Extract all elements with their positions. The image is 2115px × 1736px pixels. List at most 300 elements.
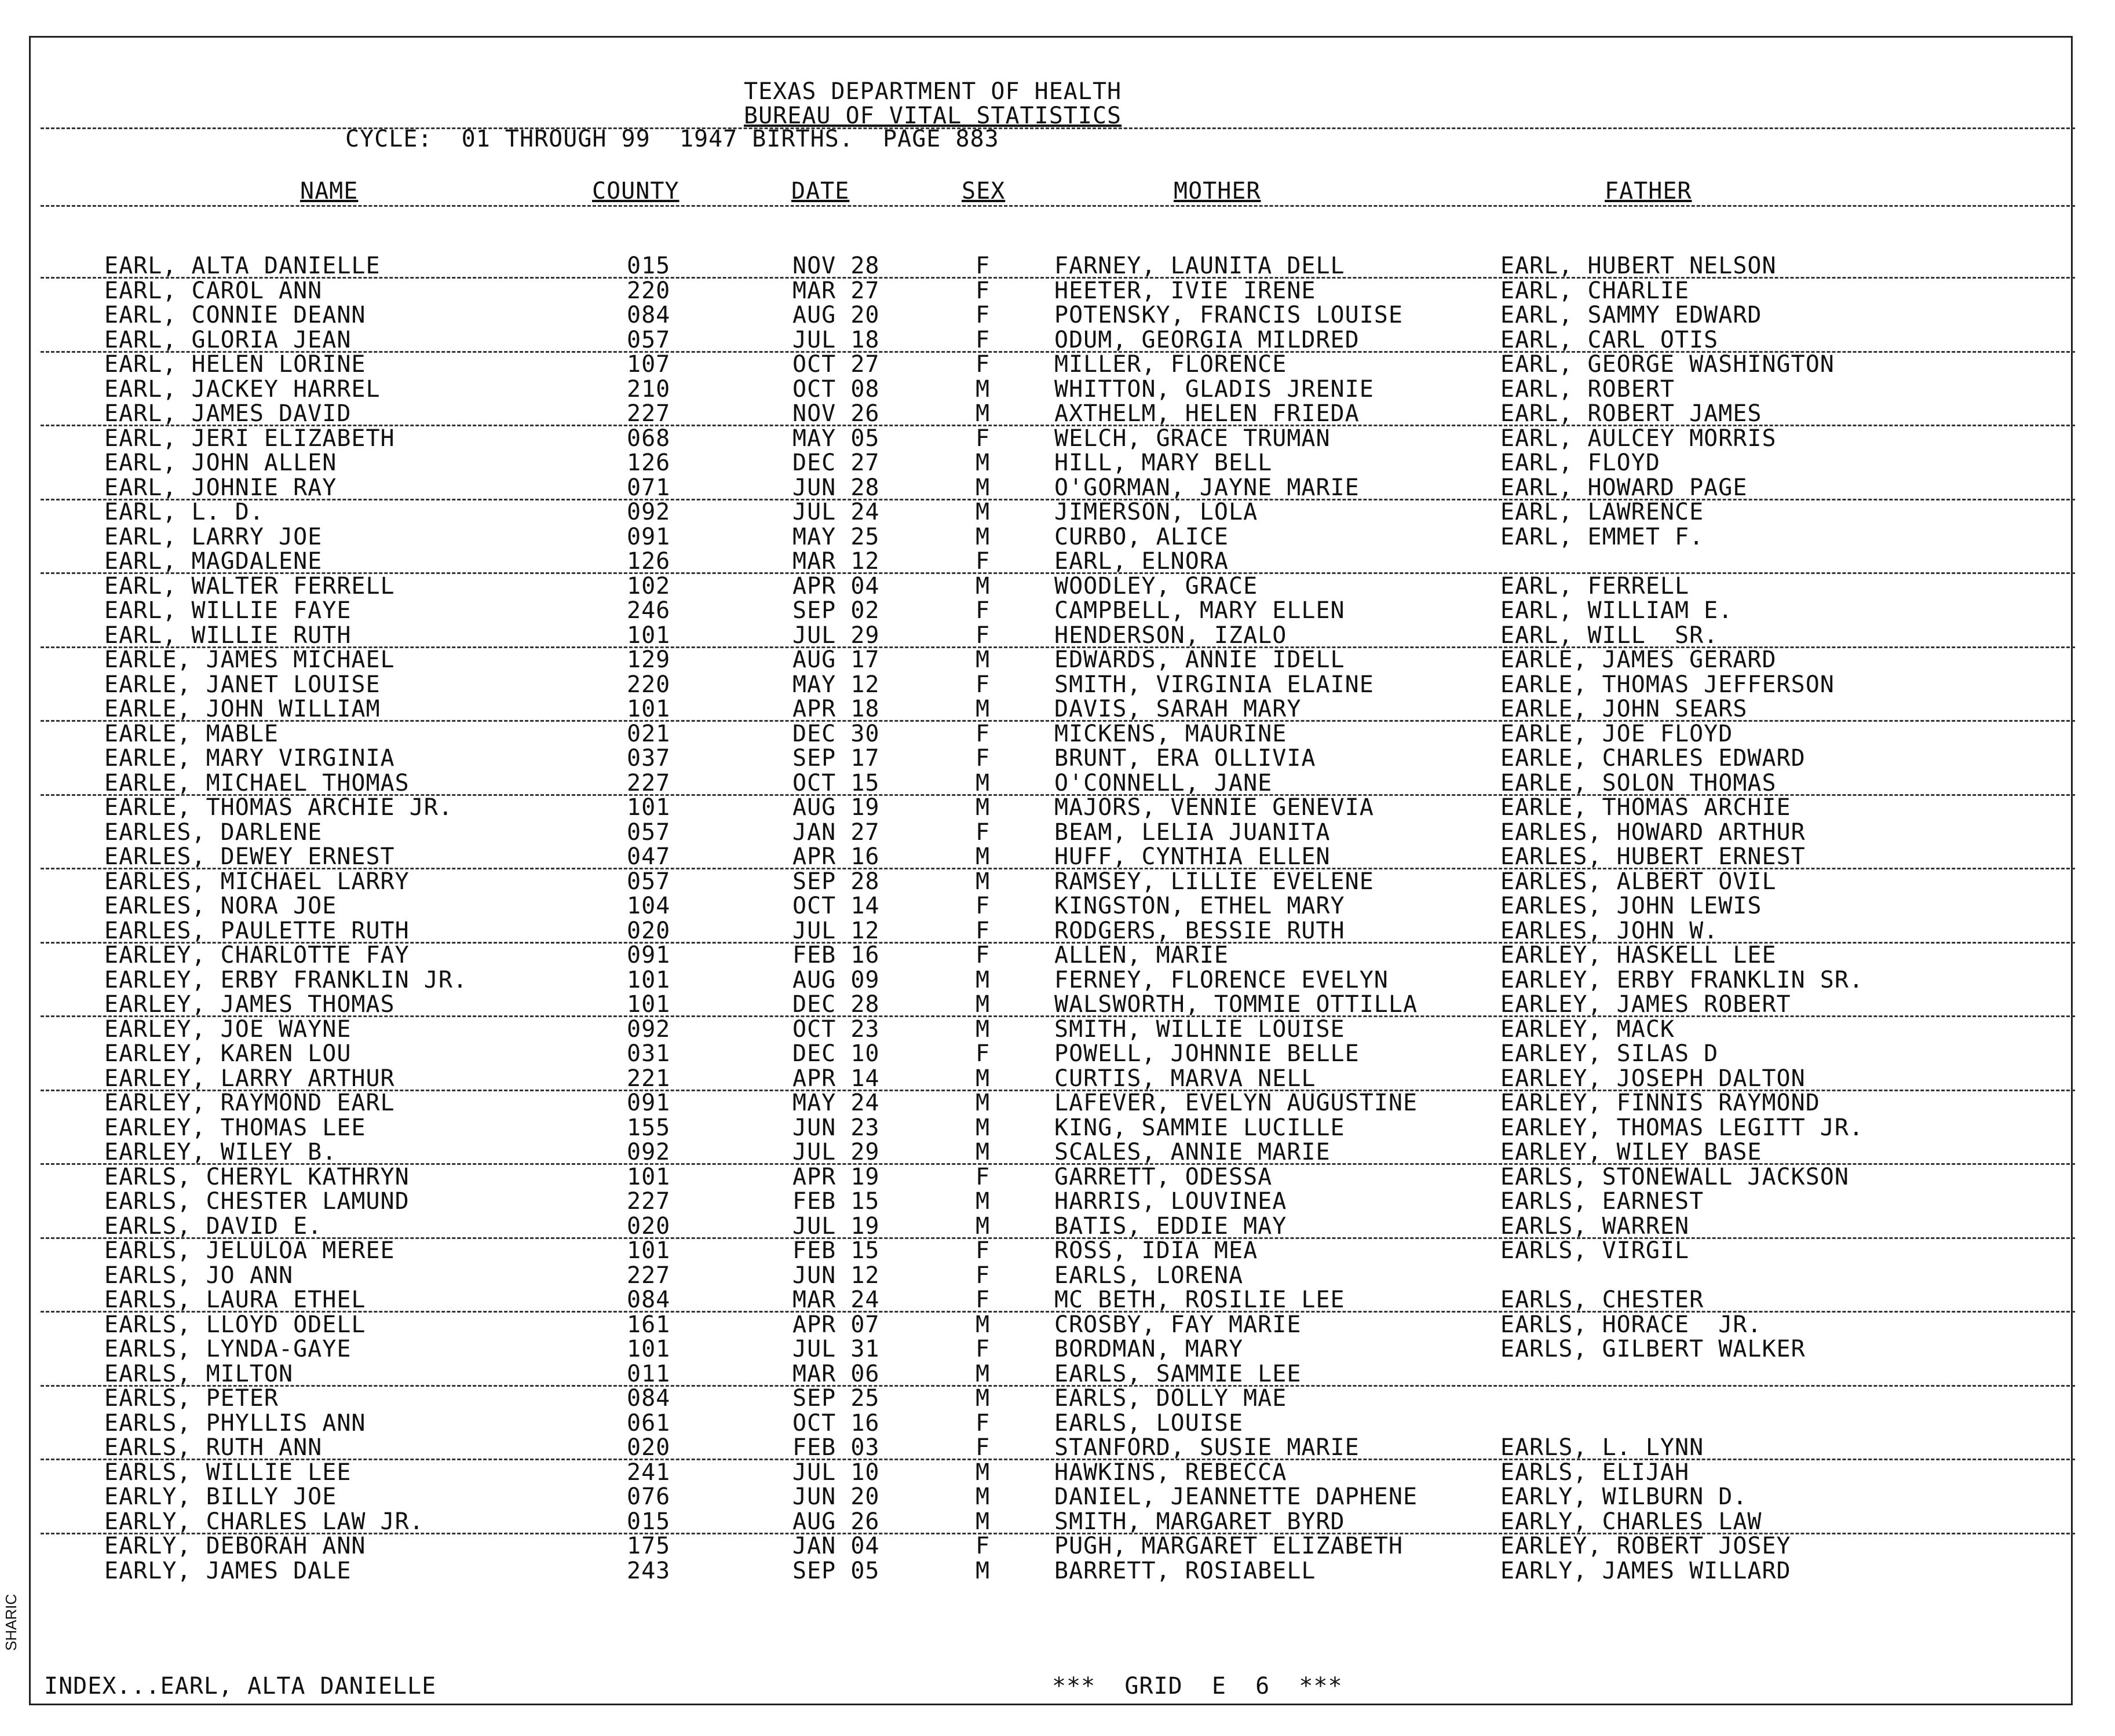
cell-sex: M: [976, 794, 991, 821]
cell-name: EARLS, CHERYL KATHRYN: [104, 1163, 410, 1190]
cell-county: 126: [627, 548, 671, 575]
cell-county: 084: [627, 302, 671, 328]
cell-father: EARLS, STONEWALL JACKSON: [1500, 1163, 1849, 1190]
table-row: [0, 328, 2115, 353]
cell-mother: SMITH, MARGARET BYRD: [1054, 1508, 1345, 1535]
cell-date: MAR 24: [792, 1287, 880, 1313]
cell-mother: CROSBY, FAY MARIE: [1054, 1311, 1302, 1338]
cell-father: EARL, HUBERT NELSON: [1500, 253, 1777, 279]
cell-date: DEC 27: [792, 449, 880, 476]
cell-father: EARLS, CHESTER: [1500, 1287, 1704, 1313]
cell-sex: M: [976, 375, 991, 403]
cell-date: JUL 19: [792, 1212, 880, 1240]
cell-name: EARLEY, KAREN LOU: [104, 1040, 352, 1067]
cell-sex: M: [976, 400, 991, 427]
cell-county: 227: [627, 1262, 671, 1289]
table-row: [0, 1066, 2115, 1091]
cell-county: 092: [627, 499, 671, 525]
table-row: [0, 401, 2115, 426]
cell-sex: M: [976, 1188, 991, 1215]
cell-father: EARLEY, FINNIS RAYMOND: [1500, 1090, 1820, 1116]
cell-father: EARLES, JOHN LEWIS: [1500, 893, 1762, 919]
cell-mother: ROSS, IDIA MEA: [1054, 1237, 1258, 1264]
cell-county: 084: [627, 1287, 671, 1313]
cell-sex: M: [976, 966, 991, 993]
table-row: [0, 279, 2115, 304]
cell-sex: F: [976, 1409, 991, 1437]
table-row: [0, 869, 2115, 894]
table-row: [0, 598, 2115, 623]
cell-date: APR 18: [792, 696, 880, 722]
cell-county: 061: [627, 1409, 671, 1437]
cell-sex: F: [976, 1434, 991, 1461]
table-row: [0, 476, 2115, 500]
cell-date: OCT 27: [792, 351, 880, 378]
cell-county: 101: [627, 696, 671, 722]
table-row: [0, 894, 2115, 919]
table-row: [0, 1041, 2115, 1066]
cell-date: MAY 05: [792, 425, 880, 452]
cell-mother: RAMSEY, LILLIE EVELENE: [1054, 868, 1374, 895]
cell-name: EARLEY, LARRY ARTHUR: [104, 1065, 395, 1092]
cell-name: EARLS, JO ANN: [104, 1262, 294, 1289]
cell-mother: POTENSKY, FRANCIS LOUISE: [1054, 302, 1403, 328]
cell-mother: POWELL, JOHNNIE BELLE: [1054, 1040, 1360, 1067]
cell-name: EARL, JOHNIE RAY: [104, 474, 337, 501]
table-row: [0, 722, 2115, 747]
side-label: SHARIC: [2, 1594, 20, 1651]
header-title-1: TEXAS DEPARTMENT OF HEALTH: [744, 78, 1122, 105]
cell-mother: HUFF, CYNTHIA ELLEN: [1054, 843, 1331, 870]
cell-county: 155: [627, 1114, 671, 1141]
cell-mother: ALLEN, MARIE: [1054, 942, 1229, 968]
cell-father: EARL, ROBERT: [1500, 375, 1675, 403]
cell-father: EARLE, JOHN SEARS: [1500, 696, 1748, 722]
cell-date: JUL 29: [792, 622, 880, 649]
table-row: [0, 943, 2115, 968]
cell-name: EARL, JOHN ALLEN: [104, 449, 337, 476]
table-row: [0, 451, 2115, 476]
cell-name: EARLS, MILTON: [104, 1360, 294, 1387]
cell-name: EARLY, BILLY JOE: [104, 1483, 337, 1510]
cell-father: EARLEY, THOMAS LEGITT JR.: [1500, 1114, 1864, 1141]
cell-date: AUG 20: [792, 302, 880, 328]
cell-name: EARLE, JAMES MICHAEL: [104, 646, 395, 673]
cell-sex: F: [976, 720, 991, 747]
cell-father: EARLS, WARREN: [1500, 1212, 1690, 1240]
cell-name: EARLES, PAULETTE RUTH: [104, 917, 410, 944]
cell-name: EARLS, PETER: [104, 1385, 279, 1412]
cell-county: 076: [627, 1483, 671, 1510]
table-row: [0, 1263, 2115, 1288]
cell-date: FEB 15: [792, 1237, 880, 1264]
cell-sex: M: [976, 1311, 991, 1338]
column-header-name: NAME: [300, 178, 359, 204]
table-row: [0, 426, 2115, 451]
table-row: [0, 845, 2115, 869]
cell-date: MAY 25: [792, 523, 880, 550]
cell-father: EARL, GEORGE WASHINGTON: [1500, 351, 1835, 378]
cell-county: 092: [627, 1015, 671, 1043]
cell-county: 101: [627, 622, 671, 649]
table-row: [0, 795, 2115, 820]
table-row: [0, 820, 2115, 845]
cell-mother: CURTIS, MARVA NELL: [1054, 1065, 1316, 1092]
table-row: [0, 254, 2115, 279]
cell-county: 101: [627, 794, 671, 821]
cell-name: EARL, GLORIA JEAN: [104, 326, 352, 353]
cell-mother: MAJORS, VENNIE GENEVIA: [1054, 794, 1374, 821]
cell-father: EARLES, HOWARD ARTHUR: [1500, 818, 1806, 846]
table-row: [0, 623, 2115, 648]
cell-sex: F: [976, 326, 991, 353]
cell-sex: M: [976, 572, 991, 600]
cell-county: 011: [627, 1360, 671, 1387]
table-row: [0, 1510, 2115, 1534]
footer-index: INDEX...EARL, ALTA DANIELLE: [44, 1673, 437, 1700]
cell-name: EARLS, LLOYD ODELL: [104, 1311, 366, 1338]
cell-mother: MICKENS, MAURINE: [1054, 720, 1287, 747]
cell-date: JAN 27: [792, 818, 880, 846]
cell-mother: HARRIS, LOUVINEA: [1054, 1188, 1287, 1215]
cell-date: MAY 24: [792, 1090, 880, 1116]
cell-date: MAR 27: [792, 277, 880, 304]
cell-name: EARL, CAROL ANN: [104, 277, 323, 304]
cell-sex: M: [976, 1114, 991, 1141]
cell-date: MAR 06: [792, 1360, 880, 1387]
cell-mother: PUGH, MARGARET ELIZABETH: [1054, 1533, 1403, 1559]
cell-mother: FARNEY, LAUNITA DELL: [1054, 253, 1345, 279]
table-row: [0, 1165, 2115, 1190]
cell-sex: M: [976, 1212, 991, 1240]
cell-mother: BATIS, EDDIE MAY: [1054, 1212, 1287, 1240]
cell-name: EARLE, THOMAS ARCHIE JR.: [104, 794, 453, 821]
cell-county: 221: [627, 1065, 671, 1092]
cell-name: EARLE, MICHAEL THOMAS: [104, 769, 410, 796]
cell-date: JUL 10: [792, 1459, 880, 1486]
cell-name: EARL, WILLIE FAYE: [104, 597, 352, 624]
cell-mother: HAWKINS, REBECCA: [1054, 1459, 1287, 1486]
cell-mother: O'GORMAN, JAYNE MARIE: [1054, 474, 1360, 501]
table-row: [0, 697, 2115, 722]
cell-father: EARLEY, SILAS D: [1500, 1040, 1719, 1067]
cell-father: EARLES, HUBERT ERNEST: [1500, 843, 1806, 870]
cell-name: EARL, JACKEY HARREL: [104, 375, 381, 403]
cell-sex: M: [976, 1557, 991, 1584]
cell-mother: BRUNT, ERA OLLIVIA: [1054, 745, 1316, 772]
cell-county: 020: [627, 1434, 671, 1461]
cell-county: 021: [627, 720, 671, 747]
cell-date: JUL 31: [792, 1336, 880, 1362]
cell-name: EARLEY, JOE WAYNE: [104, 1015, 352, 1043]
table-row: [0, 1116, 2115, 1141]
cell-sex: M: [976, 1385, 991, 1412]
table-row: [0, 1485, 2115, 1510]
cell-father: EARLS, HORACE JR.: [1500, 1311, 1762, 1338]
cell-county: 175: [627, 1533, 671, 1559]
cell-sex: F: [976, 277, 991, 304]
cell-father: EARL, AULCEY MORRIS: [1500, 425, 1777, 452]
cell-father: EARLEY, JOSEPH DALTON: [1500, 1065, 1806, 1092]
cell-sex: M: [976, 499, 991, 525]
cycle-line: CYCLE: 01 THROUGH 99 1947 BIRTHS. PAGE 883: [345, 126, 999, 152]
cell-father: EARLS, ELIJAH: [1500, 1459, 1690, 1486]
cell-county: 227: [627, 400, 671, 427]
table-row: [0, 1559, 2115, 1584]
cell-county: 037: [627, 745, 671, 772]
cell-date: JAN 04: [792, 1533, 880, 1559]
cell-father: EARLEY, ERBY FRANKLIN SR.: [1500, 966, 1864, 993]
cell-sex: F: [976, 425, 991, 452]
cell-sex: M: [976, 1508, 991, 1535]
table-row: [0, 1386, 2115, 1411]
cell-sex: M: [976, 843, 991, 870]
cell-county: 015: [627, 253, 671, 279]
cell-name: EARL, HELEN LORINE: [104, 351, 366, 378]
cell-sex: M: [976, 1483, 991, 1510]
cell-father: EARLEY, HASKELL LEE: [1500, 942, 1777, 968]
cell-mother: BARRETT, ROSIABELL: [1054, 1557, 1316, 1584]
cell-mother: EARLS, DOLLY MAE: [1054, 1385, 1287, 1412]
cell-sex: F: [976, 942, 991, 968]
cell-name: EARL, WALTER FERRELL: [104, 572, 395, 600]
cell-county: 091: [627, 1090, 671, 1116]
cell-county: 092: [627, 1139, 671, 1165]
table-row: [0, 352, 2115, 377]
cell-county: 220: [627, 277, 671, 304]
cell-father: EARL, LAWRENCE: [1500, 499, 1704, 525]
cell-date: JUL 12: [792, 917, 880, 944]
cell-father: EARLE, THOMAS ARCHIE: [1500, 794, 1791, 821]
cell-father: EARLE, JAMES GERARD: [1500, 646, 1777, 673]
table-row: [0, 1534, 2115, 1559]
column-header-sex: SEX: [962, 178, 1006, 204]
cell-sex: F: [976, 818, 991, 846]
cell-date: OCT 23: [792, 1015, 880, 1043]
cell-county: 101: [627, 991, 671, 1018]
table-row: [0, 1017, 2115, 1042]
cell-father: EARLY, WILBURN D.: [1500, 1483, 1748, 1510]
cell-sex: M: [976, 1139, 991, 1165]
cell-mother: EARLS, SAMMIE LEE: [1054, 1360, 1302, 1387]
cell-date: SEP 25: [792, 1385, 880, 1412]
cell-father: EARLEY, ROBERT JOSEY: [1500, 1533, 1791, 1559]
table-row: [0, 303, 2115, 328]
cell-county: 091: [627, 523, 671, 550]
cell-father: EARLEY, WILEY BASE: [1500, 1139, 1762, 1165]
cell-county: 107: [627, 351, 671, 378]
cell-county: 227: [627, 1188, 671, 1215]
cell-county: 161: [627, 1311, 671, 1338]
cell-county: 101: [627, 1163, 671, 1190]
cell-sex: F: [976, 1040, 991, 1067]
cell-county: 102: [627, 572, 671, 600]
cell-name: EARL, WILLIE RUTH: [104, 622, 352, 649]
cell-county: 047: [627, 843, 671, 870]
cell-name: EARLEY, WILEY B.: [104, 1139, 337, 1165]
cell-date: OCT 14: [792, 893, 880, 919]
cell-father: EARL, HOWARD PAGE: [1500, 474, 1748, 501]
cell-name: EARL, CONNIE DEANN: [104, 302, 366, 328]
cell-name: EARLES, DEWEY ERNEST: [104, 843, 395, 870]
cell-sex: M: [976, 1360, 991, 1387]
cell-sex: M: [976, 449, 991, 476]
cell-date: DEC 30: [792, 720, 880, 747]
table-row: [0, 549, 2115, 574]
cell-name: EARL, JERI ELIZABETH: [104, 425, 395, 452]
table-row: [0, 377, 2115, 402]
table-row: [0, 1288, 2115, 1313]
cell-sex: F: [976, 893, 991, 919]
table-row: [0, 1460, 2115, 1485]
cell-mother: HENDERSON, IZALO: [1054, 622, 1287, 649]
cell-date: APR 04: [792, 572, 880, 600]
cell-date: FEB 15: [792, 1188, 880, 1215]
cell-sex: F: [976, 917, 991, 944]
cell-date: SEP 02: [792, 597, 880, 624]
cell-name: EARLE, JOHN WILLIAM: [104, 696, 381, 722]
cell-name: EARLY, JAMES DALE: [104, 1557, 352, 1584]
cell-name: EARLES, NORA JOE: [104, 893, 337, 919]
cell-sex: F: [976, 1336, 991, 1362]
cell-county: 101: [627, 1237, 671, 1264]
cell-mother: DANIEL, JEANNETTE DAPHENE: [1054, 1483, 1418, 1510]
cell-name: EARL, MAGDALENE: [104, 548, 323, 575]
cell-mother: KINGSTON, ETHEL MARY: [1054, 893, 1345, 919]
cell-mother: BEAM, LELIA JUANITA: [1054, 818, 1331, 846]
cell-name: EARL, JAMES DAVID: [104, 400, 352, 427]
cell-date: DEC 28: [792, 991, 880, 1018]
cell-county: 091: [627, 942, 671, 968]
cell-name: EARL, L. D.: [104, 499, 264, 525]
cell-mother: WALSWORTH, TOMMIE OTTILLA: [1054, 991, 1418, 1018]
cell-date: FEB 03: [792, 1434, 880, 1461]
cell-father: EARLES, ALBERT OVIL: [1500, 868, 1777, 895]
cell-county: 071: [627, 474, 671, 501]
cell-father: EARLS, L. LYNN: [1500, 1434, 1704, 1461]
cell-name: EARLEY, JAMES THOMAS: [104, 991, 395, 1018]
cell-name: EARLS, LYNDA-GAYE: [104, 1336, 352, 1362]
cell-name: EARLS, CHESTER LAMUND: [104, 1188, 410, 1215]
table-row: [0, 1238, 2115, 1263]
cell-sex: F: [976, 253, 991, 279]
table-row: [0, 500, 2115, 525]
table-row: [0, 919, 2115, 944]
table-row: [0, 1189, 2115, 1214]
cell-sex: F: [976, 1163, 991, 1190]
cell-name: EARLEY, RAYMOND EARL: [104, 1090, 395, 1116]
cell-county: 015: [627, 1508, 671, 1535]
cell-county: 101: [627, 1336, 671, 1362]
cell-name: EARLEY, ERBY FRANKLIN JR.: [104, 966, 468, 993]
cell-father: EARLY, CHARLES LAW: [1500, 1508, 1762, 1535]
cell-father: EARL, FLOYD: [1500, 449, 1660, 476]
cell-sex: F: [976, 1262, 991, 1289]
cell-mother: CURBO, ALICE: [1054, 523, 1229, 550]
cell-sex: M: [976, 474, 991, 501]
table-row: [0, 1337, 2115, 1362]
cell-father: EARLS, GILBERT WALKER: [1500, 1336, 1806, 1362]
column-header-father: FATHER: [1605, 178, 1692, 204]
cell-date: APR 19: [792, 1163, 880, 1190]
cell-date: NOV 28: [792, 253, 880, 279]
cell-sex: F: [976, 597, 991, 624]
cell-county: 220: [627, 671, 671, 698]
cell-sex: M: [976, 646, 991, 673]
cell-sex: F: [976, 302, 991, 328]
cell-sex: M: [976, 1015, 991, 1043]
cell-date: AUG 26: [792, 1508, 880, 1535]
column-header-date: DATE: [791, 178, 850, 204]
column-header-mother: MOTHER: [1174, 178, 1261, 204]
cell-date: APR 16: [792, 843, 880, 870]
cell-county: 210: [627, 375, 671, 403]
cell-name: EARL, LARRY JOE: [104, 523, 323, 550]
cell-name: EARLE, JANET LOUISE: [104, 671, 381, 698]
cell-father: EARL, CARL OTIS: [1500, 326, 1719, 353]
cell-date: JUN 28: [792, 474, 880, 501]
cell-mother: MC BETH, ROSILIE LEE: [1054, 1287, 1345, 1313]
cell-mother: LAFEVER, EVELYN AUGUSTINE: [1054, 1090, 1418, 1116]
table-row: [0, 968, 2115, 993]
cell-father: EARLE, JOE FLOYD: [1500, 720, 1733, 747]
table-row: [0, 992, 2115, 1017]
table-row: [0, 525, 2115, 550]
cell-sex: M: [976, 523, 991, 550]
cell-sex: F: [976, 1287, 991, 1313]
table-row: [0, 771, 2115, 796]
cell-mother: HEETER, IVIE IRENE: [1054, 277, 1316, 304]
cell-mother: SMITH, VIRGINIA ELAINE: [1054, 671, 1374, 698]
cell-date: OCT 15: [792, 769, 880, 796]
table-row: [0, 1313, 2115, 1337]
cell-father: EARLE, CHARLES EDWARD: [1500, 745, 1806, 772]
cell-father: EARL, ROBERT JAMES: [1500, 400, 1762, 427]
cell-name: EARLES, DARLENE: [104, 818, 323, 846]
cell-date: JUN 20: [792, 1483, 880, 1510]
cell-date: AUG 09: [792, 966, 880, 993]
header-title-2: BUREAU OF VITAL STATISTICS: [744, 103, 1122, 129]
cell-father: EARL, FERRELL: [1500, 572, 1690, 600]
cell-father: EARL, SAMMY EDWARD: [1500, 302, 1762, 328]
cell-date: MAY 12: [792, 671, 880, 698]
cell-mother: JIMERSON, LOLA: [1054, 499, 1258, 525]
cell-mother: STANFORD, SUSIE MARIE: [1054, 1434, 1360, 1461]
cell-mother: AXTHELM, HELEN FRIEDA: [1054, 400, 1360, 427]
cell-mother: SCALES, ANNIE MARIE: [1054, 1139, 1331, 1165]
cell-sex: F: [976, 1237, 991, 1264]
cell-sex: F: [976, 1533, 991, 1559]
column-header-divider: [41, 205, 2075, 207]
cell-mother: SMITH, WILLIE LOUISE: [1054, 1015, 1345, 1043]
cell-date: AUG 17: [792, 646, 880, 673]
cell-date: OCT 08: [792, 375, 880, 403]
cell-county: 057: [627, 868, 671, 895]
cell-mother: WELCH, GRACE TRUMAN: [1054, 425, 1331, 452]
cell-sex: F: [976, 671, 991, 698]
cell-name: EARLES, MICHAEL LARRY: [104, 868, 410, 895]
cell-sex: M: [976, 991, 991, 1018]
cell-mother: EARLS, LOUISE: [1054, 1409, 1244, 1437]
cell-name: EARLEY, CHARLOTTE FAY: [104, 942, 410, 968]
cell-sex: M: [976, 769, 991, 796]
cell-name: EARLY, CHARLES LAW JR.: [104, 1508, 424, 1535]
table-row: [0, 1091, 2115, 1116]
cell-father: EARLES, JOHN W.: [1500, 917, 1719, 944]
column-header-county: COUNTY: [592, 178, 680, 204]
cell-mother: EARLS, LORENA: [1054, 1262, 1244, 1289]
cell-father: EARLE, THOMAS JEFFERSON: [1500, 671, 1835, 698]
